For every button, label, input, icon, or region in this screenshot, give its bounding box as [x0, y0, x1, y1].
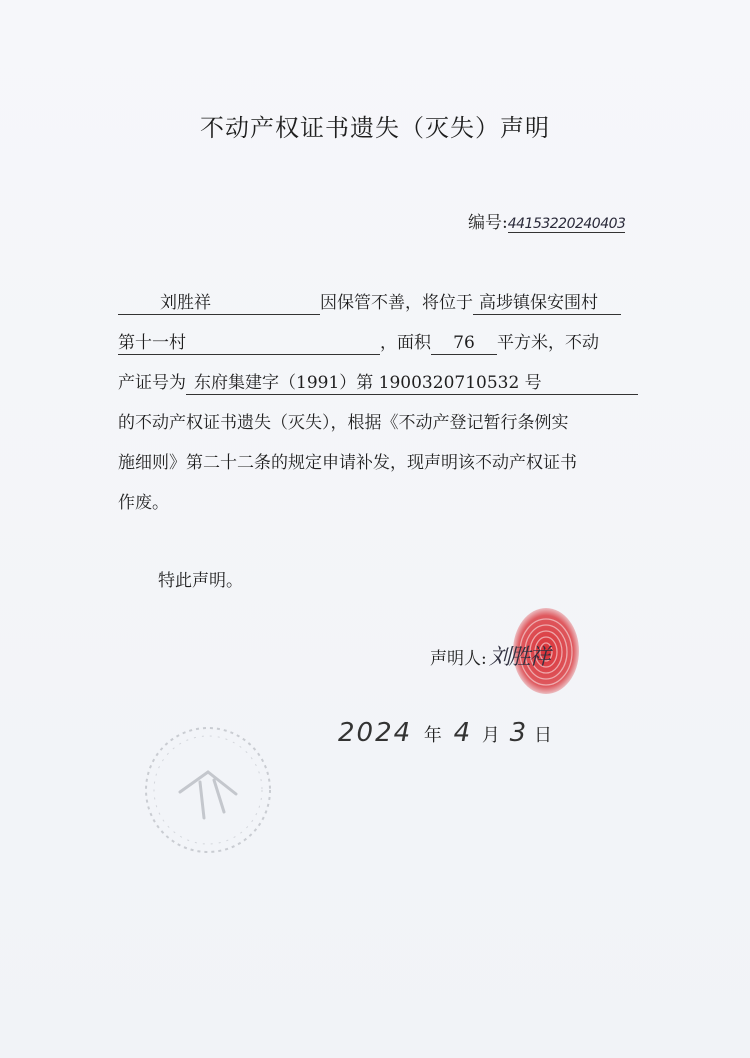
- body-line-5: 施细则》第二十二条的规定申请补发，现声明该不动产权证书: [118, 453, 577, 473]
- cert-label: 产证号为: [118, 373, 186, 393]
- body-text-1: 因保管不善，将位于: [320, 293, 473, 313]
- cert-number: 东府集建字（1991）第 1900320710532 号: [186, 372, 638, 395]
- body-line-3: [118, 368, 638, 395]
- area-label: ，面积: [380, 333, 431, 353]
- declaration-date: [338, 718, 552, 748]
- declarant-signature: 刘胜祥: [488, 645, 549, 670]
- month-label: 月: [481, 725, 500, 746]
- declarant-label: 声明人:: [430, 649, 487, 669]
- faint-seal-impression: [140, 722, 276, 858]
- body-line-6: 作废。: [118, 493, 169, 513]
- body-line-2: [118, 328, 599, 355]
- date-year: 2024: [338, 718, 413, 748]
- number-label: 编号:: [468, 213, 508, 233]
- date-day: 3: [509, 718, 529, 748]
- day-label: 日: [533, 725, 552, 746]
- owner-name: 刘胜祥: [118, 292, 320, 315]
- area-value: 76: [431, 332, 497, 355]
- year-label: 年: [423, 725, 442, 746]
- body-line-1: [118, 288, 621, 315]
- location-part-a: 高埗镇保安围村: [473, 292, 621, 315]
- area-unit: 平方米，不动: [497, 333, 599, 353]
- certificate-number: [468, 208, 625, 233]
- number-value: 44153220240403: [507, 216, 626, 232]
- page-title: 不动产权证书遗失（灭失）声明: [200, 114, 550, 142]
- date-month: 4: [453, 718, 473, 748]
- declarant-line: [430, 640, 549, 671]
- closing-statement: 特此声明。: [158, 571, 243, 591]
- location-part-b: 第十一村: [118, 332, 380, 355]
- body-line-4: 的不动产权证书遗失（灭失），根据《不动产登记暂行条例实: [118, 413, 569, 433]
